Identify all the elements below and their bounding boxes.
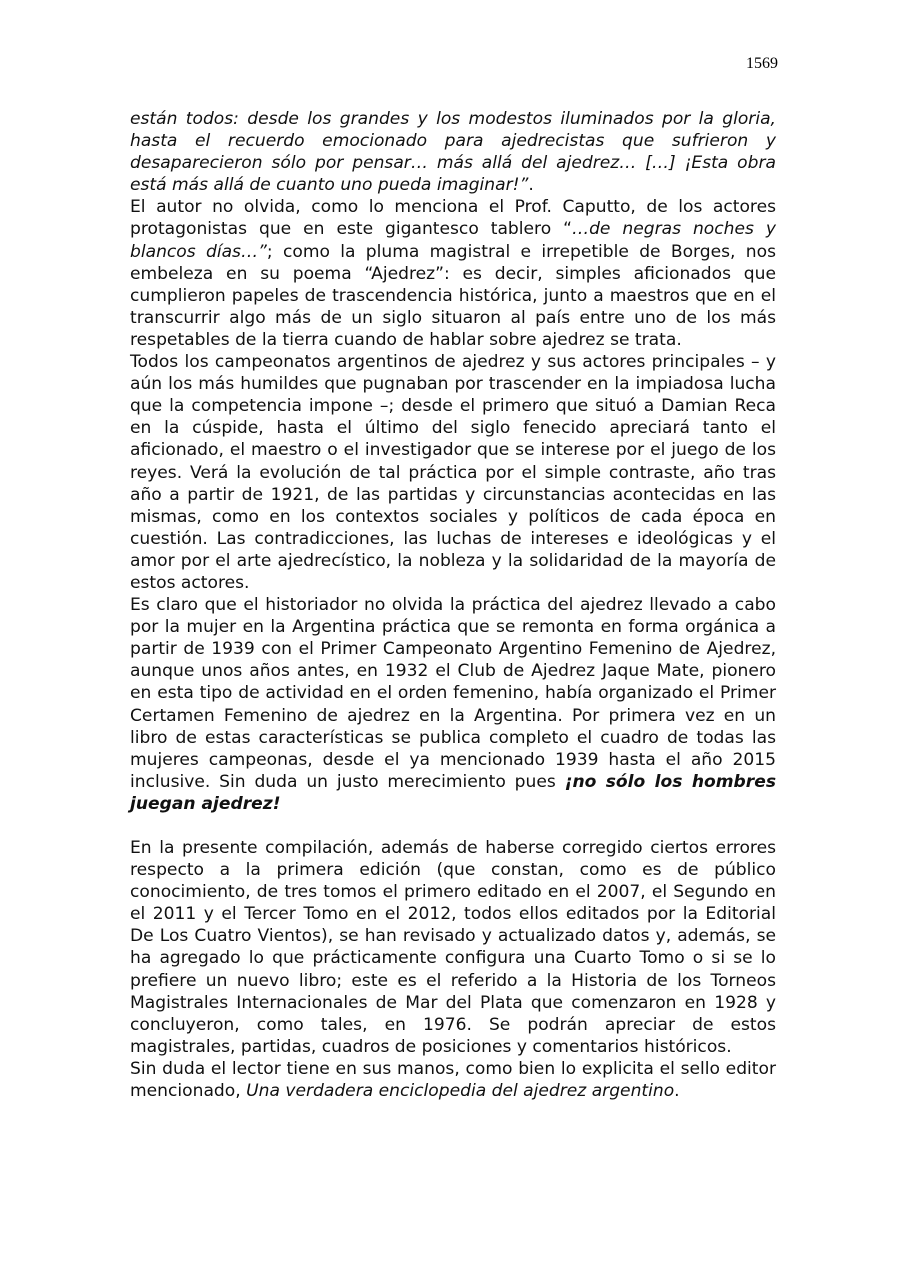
paragraph-mujer bbox=[130, 594, 776, 815]
paragraph-compilacion: En la presente compilación, además de haberse corregido ciertos errores respecto a la primera edición (que constan, como es de público conocimiento, de tres tomos el primero editado en el 2007, el Segundo en el 2011 y el Tercer Tomo en el 2012, todos ellos editados por la Editorial De Los Cuatro Vientos), se han revisado y actualizado datos y, además, se ha agregado lo que prácticamente configura una Cuarto Tomo o si se lo prefiere un nuevo libro; este es el referido a la Historia de los Torneos Magistrales Internacionales de Mar del Plata que comenzaron en 1928 y concluyeron, como tales, en 1976. Se podrán apreciar de estos magistrales, partidas, cuadros de posiciones y comentarios históricos. bbox=[130, 838, 776, 1057]
paragraph-autor bbox=[130, 196, 776, 351]
paragraph-autor-text-c: ; como la pluma magistral e irrepetible de Borges, nos embeleza en su poema “Ajedrez”: es decir, simples aficionados que cumplieron papeles de trascendencia histórica, junto a maestros que en el transcurrir algo más de un siglo situaron al país entre uno de los más respetables de la tierra cuando de hablar sobre ajedrez se trata. bbox=[130, 241, 776, 350]
paragraph-campeonatos: Todos los campeonatos argentinos de ajedrez y sus actores principales – y aún los más humildes que pugnaban por trascender en la impiadosa lucha que la competencia impone –; desde el primero que situó a Damian Reca en la cúspide, hasta el último del siglo fenecido apreciará tanto el aficionado, el maestro o el investigador que se interese por el juego de los reyes. Verá la evolución de tal práctica por el simple contraste, año tras año a partir de 1921, de las partidas y circunstancias acontecidas en las mismas, como en los contextos sociales y políticos de cada época en cuestión. Las contradicciones, las luchas de intereses e ideológicas y el amor por el arte ajedrecístico, la nobleza y la solidaridad de la mayoría de estos actores. bbox=[130, 352, 776, 593]
borges-quote: …de negras noches y blancos días…” bbox=[130, 219, 776, 262]
quote-tail: . bbox=[528, 175, 534, 196]
paragraph-conclusion-text-a: Sin duda el lector tiene en sus manos, como bien lo explicita el sello editor mencionado, bbox=[130, 1058, 776, 1102]
document-body bbox=[130, 108, 776, 1102]
paragraph-conclusion-tail: . bbox=[674, 1081, 680, 1102]
paragraph-mujer-text: Es claro que el historiador no olvida la práctica del ajedrez llevado a cabo por la mujer en la Argentina práctica que se remonta en forma orgánica a partir de 1939 con el Primer Campeonato Argentino Femenino de Ajedrez, aunque unos años antes, en 1932 el Club de Ajedrez Jaque Mate, pionero en esta tipo de actividad en el orden femenino, había organizado el Primer Certamen Femenino de ajedrez en la Argentina. Por primera vez en un libro de estas características se publica completo el cuadro de todas las mujeres campeonas, desde el ya mencionado 1939 hasta el año 2015 inclusive. Sin duda un justo merecimiento pues bbox=[130, 595, 776, 792]
page-number: 1569 bbox=[746, 55, 778, 72]
paragraph-conclusion bbox=[130, 1058, 776, 1102]
emphasis-exclamation: ¡no sólo los hombres juegan ajedrez! bbox=[130, 771, 776, 814]
paragraph-spacer bbox=[130, 815, 776, 837]
paragraph-autor-text-a: El autor no olvida, como lo menciona el Prof. Caputto, de los actores protagonistas que en este gigantesco tablero “ bbox=[130, 197, 776, 240]
quote-italic-text: están todos: desde los grandes y los modestos iluminados por la gloria, hasta el recuerdo emocionado para ajedrecistas que sufrieron y desaparecieron sólo por pensar… más allá del ajedrez… […] ¡Esta obra está más allá de cuanto uno pueda imaginar!” bbox=[130, 109, 776, 196]
paragraph-quote-end bbox=[130, 108, 776, 196]
encyclopedia-title: Una verdadera enciclopedia del ajedrez argentino bbox=[246, 1081, 675, 1102]
